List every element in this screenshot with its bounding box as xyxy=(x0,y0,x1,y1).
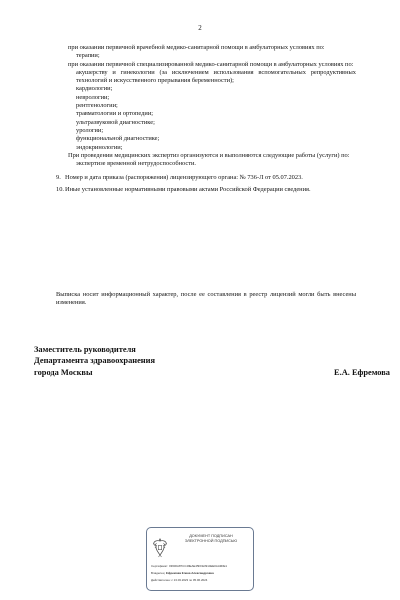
list-item: урологии; xyxy=(76,126,104,134)
validity-label: Действителен: xyxy=(151,577,171,582)
page-number: 2 xyxy=(198,24,202,32)
item-number: 9. xyxy=(56,174,61,182)
stamp-title-line2: ЭЛЕКТРОННОЙ ПОДПИСЬЮ xyxy=(184,539,238,543)
signer-row xyxy=(34,367,390,378)
numbered-item-9 xyxy=(56,174,356,182)
signer-name: Е.А. Ефремова xyxy=(334,367,390,377)
electronic-signature-stamp xyxy=(146,527,254,591)
stamp-title-line1: ДОКУМЕНТ ПОДПИСАН xyxy=(189,534,233,538)
item-therapy: терапии; xyxy=(76,52,100,60)
disclaimer: Выписка носит информационный характер, после ее составления в реестр лицензий могли быть внесены изменения. xyxy=(56,291,356,307)
license-details xyxy=(56,44,356,194)
list-item: функциональной диагностике; xyxy=(76,135,160,143)
list-item: кардиологии; xyxy=(76,85,113,93)
paragraph-primary-care: при оказании первичной врачебной медико-санитарной помощи в амбулаторных условиях по: xyxy=(68,44,325,51)
paragraph-specialized-care: при оказании первичной специализированной медико-санитарной помощи в амбулаторных условиях по: xyxy=(68,60,354,68)
list-item: травматологии и ортопедии; xyxy=(76,110,154,118)
owner-value: Ефремова Елена Александровна xyxy=(166,570,214,575)
list-item: рентгенологии; xyxy=(76,102,118,110)
validity-row xyxy=(151,577,253,584)
certificate-row xyxy=(151,563,253,570)
paragraph-expertise: При проведении медицинских экспертиз организуются и выполняются следующие работы (услуги) по: xyxy=(68,151,350,159)
list-item: эндокринологии; xyxy=(76,143,123,151)
validity-value: с 13.03.2023 по 05.06.2024 xyxy=(171,577,208,582)
coat-of-arms-icon xyxy=(152,536,168,558)
item-text: Иные установленные нормативными правовыми актами Российской Федерации сведения. xyxy=(65,185,311,193)
numbered-item-10 xyxy=(56,186,356,194)
item-number: 10. xyxy=(56,185,64,193)
signer-title-line2: Департамента здравоохранения xyxy=(34,356,155,366)
signature-block xyxy=(34,344,390,378)
list-item: неврологии; xyxy=(76,93,110,101)
certificate-label: Сертификат: xyxy=(151,564,169,568)
owner-row xyxy=(151,570,253,577)
signer-title-line1: Заместитель руководителя xyxy=(34,345,136,354)
list-item: ультразвуковой диагностике; xyxy=(76,118,155,126)
certificate-value: 03600A87CC49EAE45FFE3914EE0AA9DE1 xyxy=(168,564,227,568)
item-obstetrics: акушерству и гинекологии (за исключением использования вспомогательных репродуктивных технологий и искусственного прерывания беременности); xyxy=(76,68,356,85)
item-text: Номер и дата приказа (распоряжения) лицензирующего органа: № 736-Л от 05.07.2023. xyxy=(65,174,303,182)
item-expertise: экспертизе временной нетрудоспособности. xyxy=(76,160,196,168)
signer-title-line3: города Москвы xyxy=(34,367,93,377)
stamp-title xyxy=(171,534,251,544)
owner-label: Владелец: xyxy=(151,570,166,575)
stamp-details xyxy=(151,563,253,583)
